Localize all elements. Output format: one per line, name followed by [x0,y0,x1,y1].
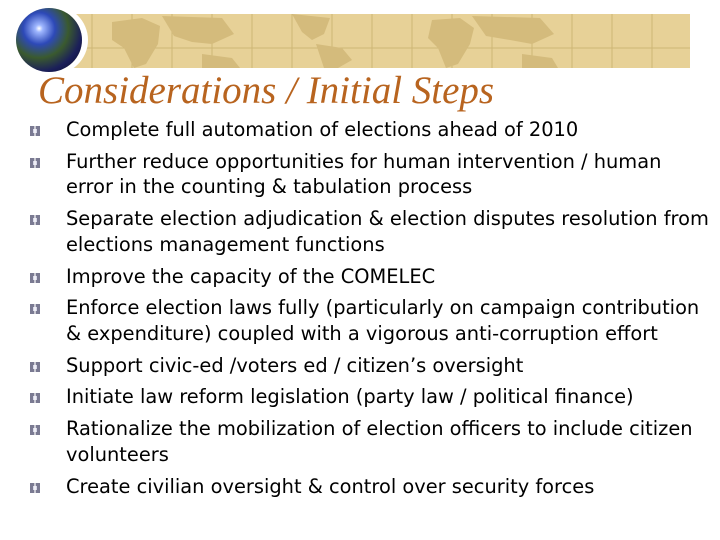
bullet-item [30,206,710,257]
globe-logo [16,8,82,72]
bullet-item [30,384,710,410]
bullet-item [30,295,710,346]
square-bullet-icon [30,215,40,225]
square-bullet-icon [30,425,40,435]
square-bullet-icon [30,273,40,283]
slide-title: Considerations / Initial Steps [38,69,495,112]
bullet-item [30,117,710,143]
square-bullet-icon [30,126,40,136]
square-bullet-icon [30,362,40,372]
bullet-text: Further reduce opportunities for human intervention / human error in the counting & tabulation process [66,149,662,199]
bullet-text: Enforce election laws fully (particularly on campaign contribution & expenditure) coupled with a vigorous anti-corruption effort [66,296,700,345]
square-bullet-icon [30,304,40,314]
square-bullet-icon [30,393,40,403]
world-map-graphic [62,14,690,68]
bullet-item [30,474,710,500]
bullet-item [30,149,710,200]
bullet-text: Improve the capacity of the COMELEC [66,264,436,288]
bullet-text: Rationalize the mobilization of election officers to include citizen volunteers [66,417,693,466]
bullet-text: Separate election adjudication & election disputes resolution from elections management functions [66,207,709,256]
bullet-item [30,264,710,290]
world-map-banner [62,14,690,68]
square-bullet-icon [30,483,40,493]
bullet-text: Initiate law reform legislation (party law / political finance) [66,385,634,409]
bullet-text: Support civic-ed /voters ed / citizen’s oversight [66,353,524,377]
bullet-text: Complete full automation of elections ahead of 2010 [66,118,579,141]
bullet-item [30,353,710,379]
square-bullet-icon [30,158,40,168]
bullet-list [30,117,710,505]
bullet-text: Create civilian oversight & control over security forces [66,474,595,498]
bullet-item [30,416,710,467]
